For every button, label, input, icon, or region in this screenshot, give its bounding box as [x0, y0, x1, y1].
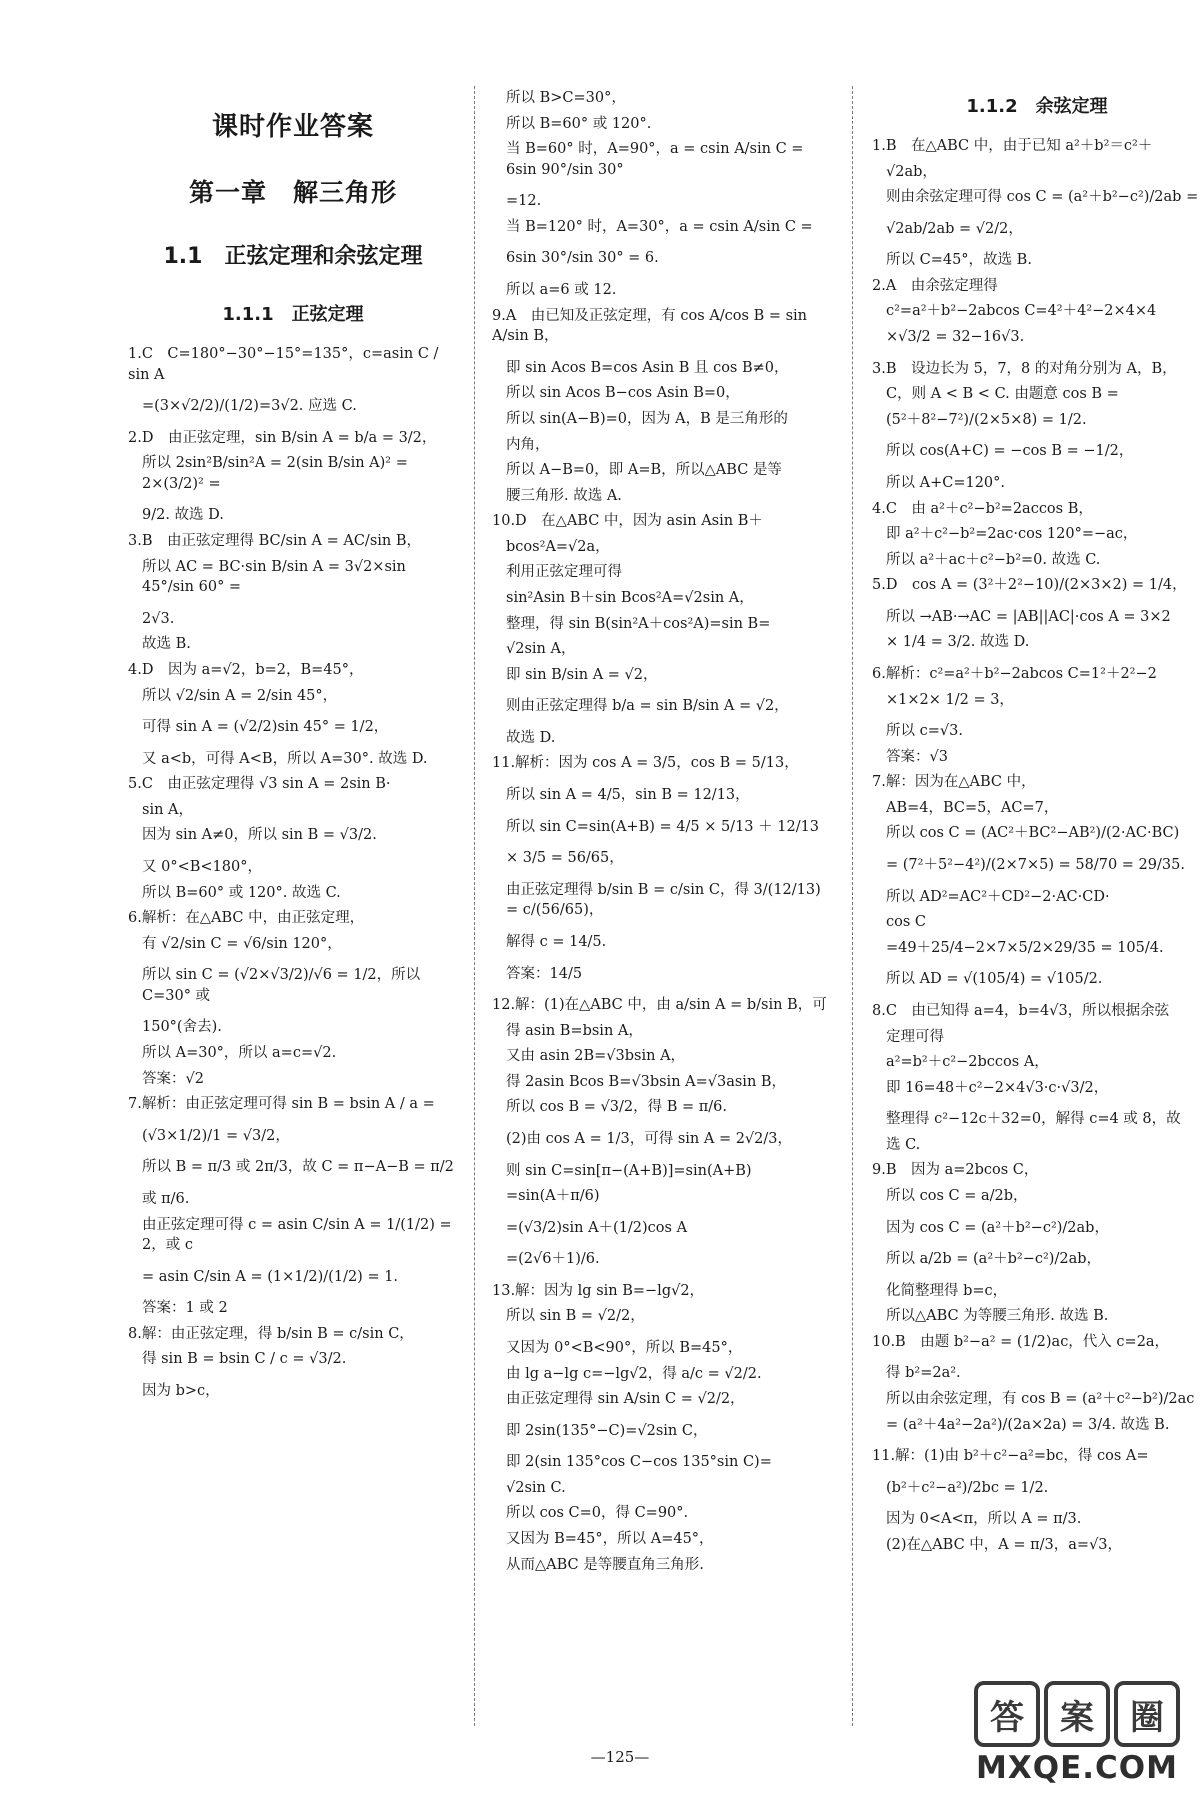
answer-line: ×√3/2 = 32−16√3.: [886, 329, 1025, 346]
answer-line: 因为 cos C = (a²＋b²−c²)/2ab，: [886, 1219, 1109, 1236]
section-heading: 1.1 正弦定理和余弦定理: [163, 244, 423, 269]
answer-line: = (a²＋4a²−2a²)/(2a×2a) = 3/4. 故选 B.: [886, 1416, 1170, 1433]
answer-line: 所以 B>C=30°，: [506, 90, 626, 106]
answer-line: 所以 cos C=0，得 C=90°.: [506, 1505, 689, 1522]
answer-line: 所以 sin B = √2/2，: [506, 1308, 645, 1325]
answer-line: 3.B 由正弦定理得 BC/sin A = AC/sin B，: [128, 533, 422, 550]
answer-line: 4.C 由 a²＋c²−b²=2accos B，: [872, 500, 1093, 517]
answer-line: 所以△ABC 为等腰三角形. 故选 B.: [886, 1308, 1109, 1325]
answer-line: 选 C.: [886, 1136, 921, 1153]
answer-line: = (7²＋5²−4²)/(2×7×5) = 58/70 = 29/35.: [886, 857, 1185, 874]
answer-line: =12.: [506, 193, 542, 210]
answer-line: × 3/5 = 56/65，: [506, 850, 624, 867]
answer-line: ×1×2× 1/2 = 3，: [886, 691, 1014, 708]
answer-line: = asin C/sin A = (1×1/2)/(1/2) = 1.: [142, 1268, 399, 1285]
answer-line: √2sin A，: [506, 641, 576, 658]
answer-line: (√3×1/2)/1 = √3/2，: [142, 1127, 290, 1144]
answer-line: 得 asin B=bsin A，: [506, 1022, 643, 1039]
answer-line: 所以 cos C = a/2b，: [886, 1187, 1028, 1204]
column-divider: [852, 86, 853, 1726]
answer-line: 5.C 由正弦定理得 √3 sin A = 2sin B·: [128, 776, 391, 793]
answer-line: (5²＋8²−7²)/(2×5×8) = 1/2.: [886, 411, 1087, 428]
answer-line: √2ab，: [886, 163, 937, 180]
answer-line: 所以 cos(A+C) = −cos B = −1/2，: [886, 443, 1134, 460]
answer-line: bcos²A=√2a，: [506, 538, 610, 555]
answer-line: 所以 A+C=120°.: [886, 474, 1006, 491]
answer-line: 所以 sin A = 4/5，sin B = 12/13，: [506, 787, 750, 804]
answer-line: 所以 sin Acos B−cos Asin B=0，: [506, 385, 740, 402]
answer-line: 所以 sin C=sin(A+B) = 4/5 × 5/13 ＋ 12/13: [506, 818, 820, 835]
answer-line: 得 2asin Bcos B=√3bsin A=√3asin B，: [506, 1073, 787, 1090]
answer-line: 所以 sin(A−B)=0，因为 A，B 是三角形的: [506, 410, 788, 427]
answer-line: 腰三角形. 故选 A.: [506, 487, 622, 504]
answer-line: 当 B=120° 时，A=30°，a = csin A/sin C =: [506, 218, 813, 235]
answer-line: 又因为 0°<B<90°，所以 B=45°，: [506, 1340, 743, 1357]
answer-line: =49＋25/4−2×7×5/2×29/35 = 105/4.: [886, 939, 1164, 956]
watermark-url: MXQE.COM: [975, 1750, 1178, 1786]
answer-line: 因为 sin A≠0，所以 sin B = √3/2.: [142, 827, 377, 844]
answer-line: 所以 2sin²B/sin²A = 2(sin B/sin A)² = 2×(3/2)² =: [142, 455, 408, 492]
answer-line: 可得 sin A = (√2/2)sin 45° = 1/2，: [142, 719, 389, 736]
answer-line: 由 lg a−lg c=−lg√2，得 a/c = √2/2.: [506, 1365, 762, 1382]
answer-line: 所以 B=60° 或 120°. 故选 C.: [142, 884, 341, 901]
answer-line: 所以 a/2b = (a²＋b²−c²)/2ab，: [886, 1251, 1102, 1268]
answer-line: C，则 A < B < C. 由题意 cos B =: [886, 386, 1119, 403]
answer-line: 9.A 由已知及正弦定理，有 cos A/cos B = sin A/sin B，: [492, 307, 808, 345]
answer-line: sin²Asin B＋sin Bcos²A=√2sin A，: [506, 589, 754, 606]
answer-line: 又 0°<B<180°，: [142, 858, 262, 875]
watermark-char: 圈: [1114, 1681, 1180, 1747]
column-divider: [474, 86, 475, 1726]
answer-line: 内角，: [506, 436, 550, 453]
page-number: —125—: [590, 1748, 650, 1766]
answer-line: (b²＋c²−a²)/2bc = 1/2.: [886, 1479, 1049, 1496]
answer-line: 即 sin Acos B=cos Asin B 且 cos B≠0，: [506, 359, 789, 376]
answer-line: 又因为 B=45°，所以 A=45°，: [506, 1531, 714, 1548]
answer-line: AB=4，BC=5，AC=7，: [886, 799, 1059, 816]
answer-line: 10.B 由题 b²−a² = (1/2)ac，代入 c=2a，: [872, 1333, 1170, 1350]
answer-line: cos C: [886, 914, 926, 931]
answer-line: 12.解：(1)在△ABC 中，由 a/sin A = b/sin B，可: [492, 997, 827, 1014]
answer-line: 或 π/6.: [142, 1190, 190, 1207]
answer-line: 11.解：(1)由 b²＋c²−a²=bc，得 cos A=: [872, 1448, 1149, 1465]
page-title: 课时作业答案: [211, 112, 374, 142]
answer-line: 10.D 在△ABC 中，因为 asin Asin B＋: [492, 513, 763, 530]
answer-line: 所以 a²＋ac＋c²−b²=0. 故选 C.: [886, 551, 1101, 568]
answer-line: 定理可得: [886, 1028, 944, 1045]
answer-line: 答案：1 或 2: [142, 1300, 228, 1317]
answer-line: 又 a<b，可得 A<B，所以 A=30°. 故选 D.: [142, 750, 428, 767]
answer-line: 6.解析：在△ABC 中，由正弦定理，: [128, 910, 365, 927]
answer-line: 答案：14/5: [506, 965, 583, 982]
answer-line: 9/2. 故选 D.: [142, 507, 224, 524]
answer-line: 2√3.: [142, 610, 175, 627]
answer-line: 所以 AD = √(105/4) = √105/2.: [886, 971, 1103, 988]
answer-line: 即 2sin(135°−C)=√2sin C，: [506, 1422, 708, 1439]
answer-line: 解得 c = 14/5.: [506, 933, 607, 950]
answer-line: =(√3/2)sin A＋(1/2)cos A: [506, 1219, 688, 1236]
answer-line: 得 b²=2a².: [886, 1365, 961, 1382]
answer-line: 4.D 因为 a=√2，b=2，B=45°，: [128, 661, 364, 678]
answer-line: 当 B=60° 时，A=90°，a = csin A/sin C = 6sin 90°/sin 30°: [506, 141, 804, 178]
answer-line: 又由 asin 2B=√3bsin A，: [506, 1048, 686, 1065]
answer-line: 则 sin C=sin[π−(A+B)]=sin(A+B): [506, 1162, 752, 1179]
answer-line: 所以由余弦定理，有 cos B = (a²＋c²−b²)/2ac: [886, 1391, 1195, 1408]
answer-line: 8.C 由已知得 a=4，b=4√3，所以根据余弦: [872, 1002, 1170, 1019]
answer-line: 所以 cos B = √3/2，得 B = π/6.: [506, 1099, 727, 1116]
answer-line: 所以 →AB·→AC = |AB||AC|·cos A = 3×2: [886, 608, 1171, 625]
answer-line: 得 sin B = bsin C / c = √3/2.: [142, 1351, 347, 1368]
answer-line: 答案：√3: [886, 748, 948, 765]
watermark-char: 答: [974, 1681, 1040, 1747]
answer-line: 则由正弦定理得 b/a = sin B/sin A = √2，: [506, 698, 789, 715]
answer-line: 因为 b>c，: [142, 1382, 220, 1399]
answer-lines: [872, 136, 1202, 1555]
column-left: [128, 88, 458, 1407]
answer-line: (2)由 cos A = 1/3，可得 sin A = 2√2/3，: [506, 1130, 792, 1147]
answer-line: sin A，: [142, 801, 193, 818]
answer-line: 有 √2/sin C = √6/sin 120°，: [142, 935, 342, 952]
answer-line: 2.A 由余弦定理得: [872, 277, 998, 294]
answer-line: 整理，得 sin B(sin²A＋cos²A)=sin B=: [506, 615, 771, 632]
answer-line: 答案：√2: [142, 1070, 204, 1087]
answer-line: 从而△ABC 是等腰直角三角形.: [506, 1556, 704, 1573]
answer-line: 5.D cos A = (3²＋2²−10)/(2×3×2) = 1/4，: [872, 577, 1187, 594]
site-watermark-logo: [962, 1680, 1192, 1790]
answer-line: 所以 A−B=0，即 A=B，所以△ABC 是等: [506, 462, 782, 479]
answer-line: =(3×√2/2)/(1/2)=3√2. 应选 C.: [142, 398, 357, 415]
answer-line: 所以 AD²=AC²＋CD²−2·AC·CD·: [886, 888, 1110, 905]
answer-line: 11.解析：因为 cos A = 3/5，cos B = 5/13，: [492, 755, 799, 772]
answer-line: 所以 a=6 或 12.: [506, 282, 617, 299]
answer-line: 由正弦定理得 sin A/sin C = √2/2，: [506, 1391, 745, 1408]
watermark-char: 案: [1044, 1681, 1110, 1747]
answer-line: 1.B 在△ABC 中，由于已知 a²＋b²＝c²＋: [872, 138, 1153, 154]
answer-line: 150°(舍去).: [142, 1019, 222, 1036]
answer-line: 所以 C=45°，故选 B.: [886, 252, 1032, 269]
answer-line: 3.B 设边长为 5，7，8 的对角分别为 A，B，: [872, 360, 1177, 377]
answer-line: 2.D 由正弦定理，sin B/sin A = b/a = 3/2，: [128, 429, 437, 446]
answer-line: 故选 D.: [506, 729, 556, 746]
answer-line: 所以 √2/sin A = 2/sin 45°，: [142, 687, 338, 704]
answer-lines: [492, 88, 834, 1575]
answer-line: a²=b²＋c²−2bccos A，: [886, 1054, 1049, 1071]
answer-line: (2)在△ABC 中，A = π/3，a=√3，: [886, 1536, 1123, 1553]
answer-line: 7.解析：由正弦定理可得 sin B = bsin A / a =: [128, 1096, 435, 1113]
answer-line: 13.解：因为 lg sin B=−lg√2，: [492, 1282, 705, 1299]
answer-line: 即 sin B/sin A = √2，: [506, 666, 658, 683]
subsection-heading-sine-law: 1.1.1 正弦定理: [222, 304, 364, 325]
answer-line: 6.解析：c²=a²＋b²−2abcos C=1²＋2²−2: [872, 665, 1157, 682]
answer-line: 则由余弦定理可得 cos C = (a²＋b²−c²)/2ab =: [886, 189, 1199, 206]
answer-line: √2ab/2ab = √2/2，: [886, 220, 1023, 237]
answer-line: 7.解：因为在△ABC 中，: [872, 774, 1036, 791]
answer-line: 所以 cos C = (AC²＋BC²−AB²)/(2·AC·BC): [886, 825, 1180, 842]
answer-line: 6sin 30°/sin 30° = 6.: [506, 250, 659, 267]
answer-line: 1.C C=180°−30°−15°=135°，c=asin C / sin A: [128, 346, 439, 383]
answer-line: 即 2(sin 135°cos C−cos 135°sin C)=: [506, 1454, 772, 1471]
answer-line: 所以 A=30°，所以 a=c=√2.: [142, 1045, 337, 1062]
subsection-heading-cosine-law: 1.1.2 余弦定理: [966, 96, 1108, 117]
answer-line: =(2√6＋1)/6.: [506, 1251, 600, 1268]
answer-line: 所以 B = π/3 或 2π/3，故 C = π−A−B = π/2: [142, 1159, 454, 1176]
answer-line: 即 a²＋c²−b²=2ac·cos 120°=−ac，: [886, 526, 1138, 543]
answer-line: 所以 B=60° 或 120°.: [506, 115, 652, 132]
answer-line: √2sin C.: [506, 1479, 566, 1496]
answer-line: 因为 0<A<π，所以 A = π/3.: [886, 1511, 1082, 1528]
answer-line: 利用正弦定理可得: [506, 564, 622, 581]
answer-lines: [128, 344, 458, 1402]
answer-line: =sin(A＋π/6): [506, 1188, 600, 1205]
answer-line: 由正弦定理得 b/sin B = c/sin C，得 3/(12/13) = c/(56/65)，: [506, 881, 821, 919]
answer-line: 8.解：由正弦定理，得 b/sin B = c/sin C，: [128, 1325, 414, 1342]
column-right: [872, 88, 1202, 1560]
answer-line: 所以 sin C = (√2×√3/2)/√6 = 1/2，所以 C=30° 或: [142, 967, 421, 1004]
answer-line: 即 16=48＋c²−2×4√3·c·√3/2，: [886, 1079, 1109, 1096]
answer-line: 故选 B.: [142, 636, 191, 653]
chapter-heading: 第一章 解三角形: [188, 178, 397, 207]
answer-line: 化简整理得 b=c，: [886, 1282, 1008, 1299]
answer-line: 整理得 c²−12c＋32=0，解得 c=4 或 8，故: [886, 1111, 1181, 1128]
answer-line: 所以 AC = BC·sin B/sin A = 3√2×sin 45°/sin 60° =: [142, 558, 406, 596]
answer-line: × 1/4 = 3/2. 故选 D.: [886, 634, 1030, 651]
column-middle: [492, 88, 834, 1580]
answer-line: 由正弦定理可得 c = asin C/sin A = 1/(1/2) = 2，或 c: [142, 1216, 452, 1254]
answer-line: c²=a²＋b²−2abcos C=4²＋4²−2×4×4: [886, 303, 1157, 320]
answer-line: 9.B 因为 a=2bcos C，: [872, 1162, 1039, 1179]
answer-line: 所以 c=√3.: [886, 723, 963, 740]
